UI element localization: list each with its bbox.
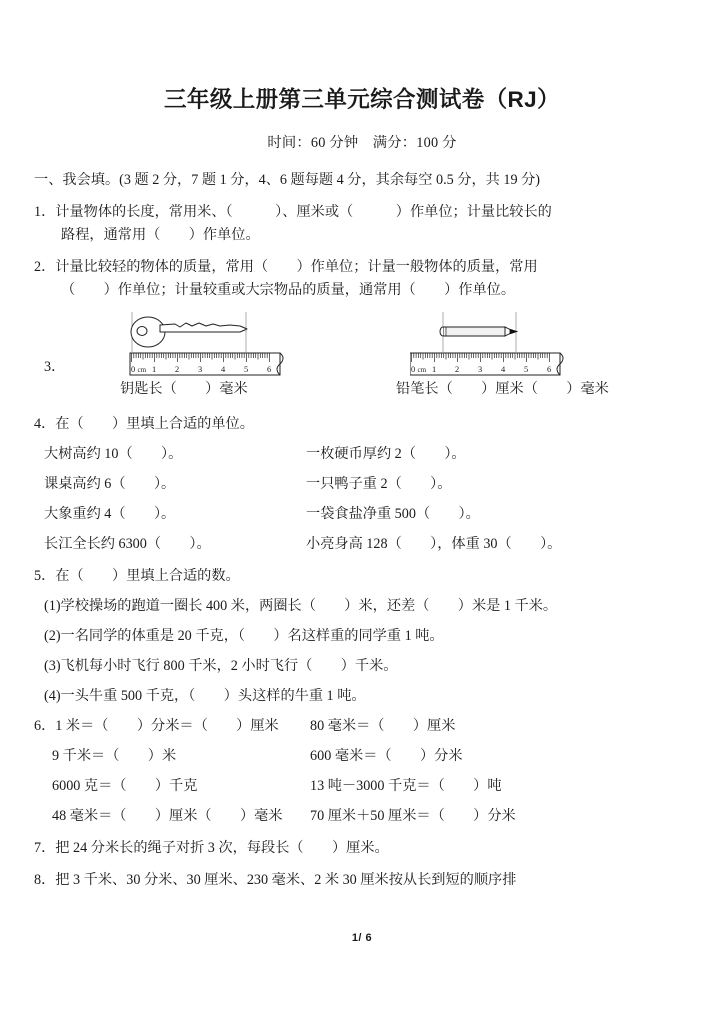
question-6-right: 80 毫米＝（ ）厘米: [310, 718, 456, 734]
question-6-left: 48 毫米＝（ ）厘米（ ）毫米: [52, 808, 283, 824]
svg-text:3: 3: [198, 365, 203, 374]
question-6-left: 9 千米＝（ ）米: [52, 748, 177, 764]
question-6-row: [34, 768, 690, 798]
question-4-item-right: 小亮身高 128（ ），体重 30（ ）。: [306, 536, 562, 552]
page-footer: 1/ 6: [351, 932, 373, 944]
question-4-item-row: [34, 466, 690, 496]
question-6-right: 600 毫米＝（ ）分米: [310, 748, 463, 764]
key-on-ruler-diagram: [120, 310, 300, 376]
question-4-item-right: 一只鸭子重 2（ ）。: [306, 476, 452, 492]
page-subtitle: 时间：60 分钟 满分：100 分: [267, 135, 457, 151]
question-6-left: 6000 克＝（ ）千克: [52, 778, 198, 794]
question-1-line-1: 1．计量物体的长度，常用米、（ ）、厘米或（ ）作单位；计量比较长的: [34, 204, 552, 220]
question-4-item-left: 课桌高约 6（ ）。: [44, 476, 176, 492]
question-4-item-left: 大象重约 4（ ）。: [44, 506, 176, 522]
question-3-number: 3．: [44, 359, 66, 375]
question-4-item-left: 长江全长约 6300（ ）。: [44, 536, 211, 552]
section-heading: 一、我会填。(3 题 2 分，7 题 1 分，4、6 题每题 4 分，其余每空 0.5 分，共 19 分): [34, 172, 541, 188]
question-5-item-1: (1)学校操场的跑道一圈长 400 米，两圈长（ ）米，还差（ ）米是 1 千米。: [44, 598, 558, 614]
question-2-line-1: 2．计量比较轻的物体的质量，常用（ ）作单位；计量一般物体的质量，常用: [34, 259, 538, 275]
svg-text:1: 1: [152, 365, 157, 374]
question-4-item-row: [34, 526, 690, 556]
question-4-item-row: [34, 436, 690, 466]
svg-text:6: 6: [267, 365, 272, 374]
svg-text:cm: cm: [137, 366, 147, 374]
question-6-right: 70 厘米＋50 厘米＝（ ）分米: [310, 808, 516, 824]
question-4-item-right: 一枚硬币厚约 2（ ）。: [306, 446, 466, 462]
question-5-item-3: (3)飞机每小时飞行 800 千米，2 小时飞行（ ）千米。: [44, 658, 398, 674]
svg-text:5: 5: [524, 365, 529, 374]
key-ruler-figure: [120, 310, 300, 376]
question-7: 7．把 24 分米长的绳子对折 3 次，每段长（ ）厘米。: [34, 840, 389, 856]
question-6-row: [34, 798, 690, 828]
svg-text:3: 3: [478, 365, 483, 374]
question-3-answer-pencil: 铅笔长（ ）厘米（ ）毫米: [396, 381, 609, 397]
svg-text:0: 0: [131, 365, 136, 374]
svg-text:2: 2: [455, 365, 460, 374]
question-4-item-row: [34, 496, 690, 526]
svg-text:5: 5: [244, 365, 249, 374]
question-5-item-4: (4)一头牛重 500 千克，（ ）头这样的牛重 1 吨。: [44, 688, 366, 704]
question-3-figures: [34, 310, 690, 378]
svg-text:6: 6: [547, 365, 552, 374]
question-2-line-2: （ ）作单位；计量较重或大宗物品的质量，通常用（ ）作单位。: [61, 282, 516, 298]
question-6-row: [34, 708, 690, 738]
svg-text:2: 2: [175, 365, 180, 374]
question-6-left: 6．1 米＝（ ）分米＝（ ）厘米: [34, 718, 279, 734]
svg-text:0: 0: [411, 365, 416, 374]
question-5-prompt: 5．在（ ）里填上合适的数。: [34, 568, 240, 584]
question-4-prompt: 4．在（ ）里填上合适的单位。: [34, 416, 254, 432]
pencil-on-ruler-diagram: [410, 310, 590, 376]
question-1-line-2: 路程，通常用（ ）作单位。: [61, 227, 260, 243]
page-title: 三年级上册第三单元综合测试卷（RJ）: [164, 87, 560, 112]
question-4-item-left: 大树高约 10（ ）。: [44, 446, 183, 462]
question-5-item-2: (2)一名同学的体重是 20 千克，（ ）名这样重的同学重 1 吨。: [44, 628, 444, 644]
question-8: 8．把 3 千米、30 分米、30 厘米、230 毫米、2 米 30 厘米按从长到短的顺序排: [34, 872, 517, 888]
question-6-row: [34, 738, 690, 768]
question-3-answer-key: 钥匙长（ ）毫米: [120, 381, 248, 397]
svg-text:1: 1: [432, 365, 437, 374]
svg-text:4: 4: [221, 365, 226, 374]
question-4-item-right: 一袋食盐净重 500（ ）。: [306, 506, 480, 522]
question-6-right: 13 吨－3000 千克＝（ ）吨: [310, 778, 502, 794]
pencil-ruler-figure: [410, 310, 590, 376]
svg-text:cm: cm: [417, 366, 427, 374]
svg-text:4: 4: [501, 365, 506, 374]
